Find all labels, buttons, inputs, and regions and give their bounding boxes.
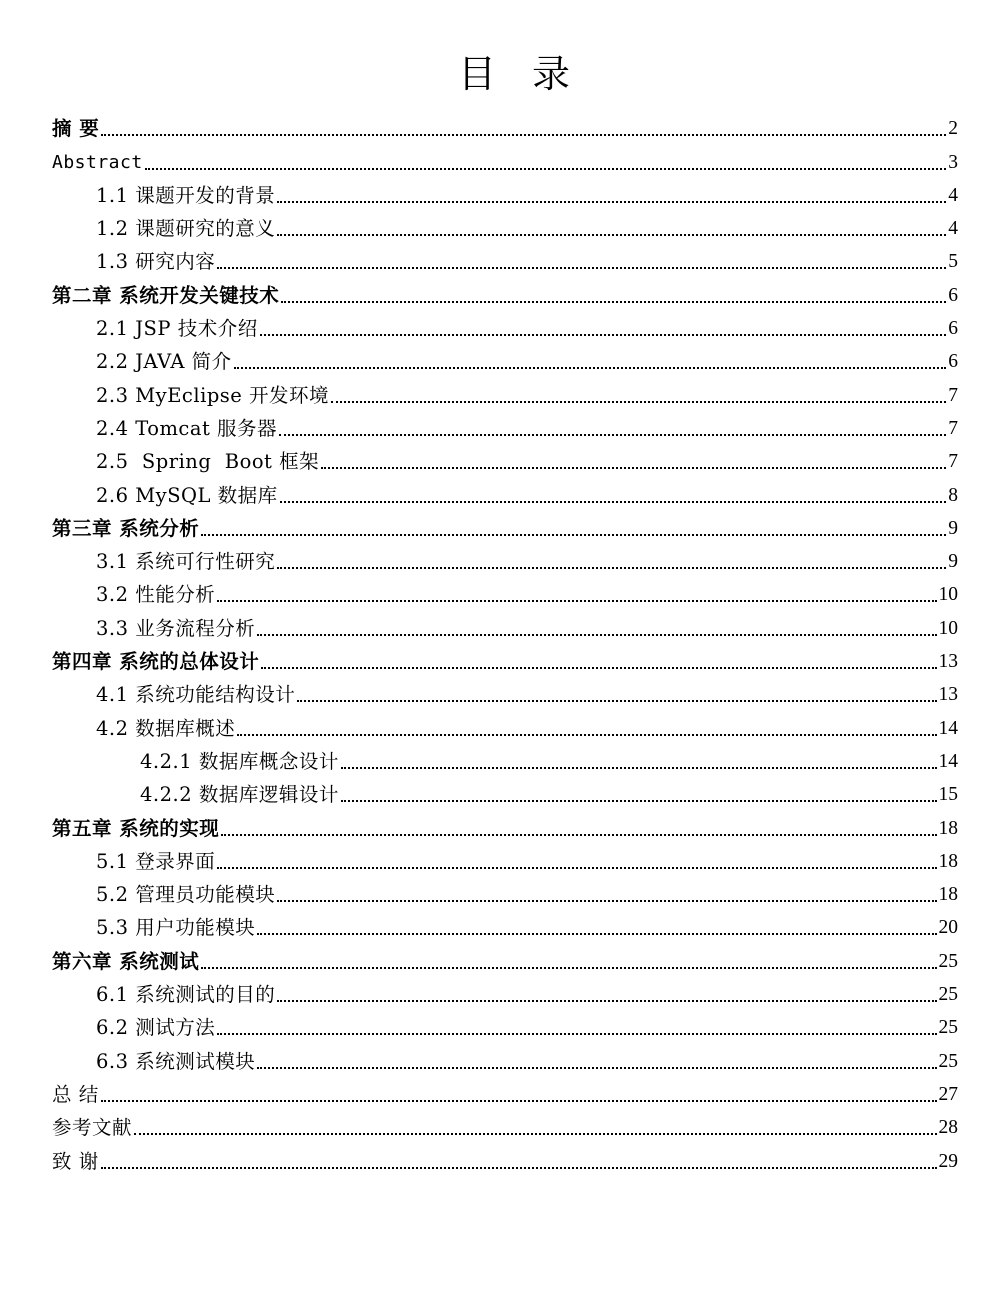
toc-entry-label: 第三章 系统分析 bbox=[52, 516, 200, 540]
toc-entry[interactable] bbox=[52, 940, 958, 973]
table-of-contents bbox=[52, 108, 958, 1174]
toc-entry[interactable] bbox=[52, 674, 958, 707]
toc-entry[interactable] bbox=[52, 741, 958, 774]
toc-entry[interactable] bbox=[52, 841, 958, 874]
toc-entry-label: 5.1 登录界面 bbox=[96, 849, 216, 873]
toc-entry-page-number: 28 bbox=[938, 1117, 958, 1139]
toc-entry-label: 第五章 系统的实现 bbox=[52, 816, 220, 840]
dot-leader bbox=[101, 1100, 937, 1102]
toc-entry[interactable] bbox=[52, 607, 958, 640]
toc-entry-label: 2.1 JSP 技术介绍 bbox=[96, 317, 258, 341]
toc-entry[interactable] bbox=[52, 175, 958, 208]
toc-entry-label: 2.4 Tomcat 服务器 bbox=[96, 416, 278, 440]
toc-entry-page-number: 8 bbox=[948, 484, 958, 506]
dot-leader bbox=[277, 234, 946, 236]
dot-leader bbox=[277, 567, 946, 569]
toc-entry-label: 致 谢 bbox=[52, 1149, 99, 1173]
toc-entry-page-number: 20 bbox=[938, 917, 958, 939]
toc-entry[interactable] bbox=[52, 774, 958, 807]
toc-entry[interactable] bbox=[52, 408, 958, 441]
toc-entry[interactable] bbox=[52, 907, 958, 940]
toc-entry-label: 2.2 JAVA 简介 bbox=[96, 350, 232, 374]
toc-entry-page-number: 13 bbox=[938, 651, 958, 673]
toc-entry-page-number: 6 bbox=[948, 284, 958, 306]
toc-entry-label: 4.2.1 数据库概念设计 bbox=[140, 749, 339, 773]
toc-entry[interactable] bbox=[52, 374, 958, 407]
toc-entry[interactable] bbox=[52, 108, 958, 141]
toc-entry-page-number: 4 bbox=[948, 184, 958, 206]
toc-entry[interactable] bbox=[52, 308, 958, 341]
toc-entry-page-number: 5 bbox=[948, 251, 958, 273]
toc-entry-page-number: 6 bbox=[948, 318, 958, 340]
toc-entry-label: 第二章 系统开发关键技术 bbox=[52, 283, 280, 307]
toc-entry-label: 4.2 数据库概述 bbox=[96, 716, 236, 740]
dot-leader bbox=[221, 834, 936, 836]
dot-leader bbox=[297, 700, 936, 702]
dot-leader bbox=[279, 434, 946, 436]
dot-leader bbox=[217, 267, 946, 269]
toc-entry-page-number: 13 bbox=[938, 684, 958, 706]
toc-entry[interactable] bbox=[52, 208, 958, 241]
toc-entry-page-number: 15 bbox=[938, 784, 958, 806]
toc-entry-label: 第四章 系统的总体设计 bbox=[52, 650, 260, 674]
dot-leader bbox=[201, 967, 936, 969]
dot-leader bbox=[261, 667, 936, 669]
toc-entry[interactable] bbox=[52, 341, 958, 374]
toc-entry[interactable] bbox=[52, 974, 958, 1007]
toc-entry[interactable] bbox=[52, 1074, 958, 1107]
toc-entry-label: 4.2.2 数据库逻辑设计 bbox=[140, 783, 339, 807]
toc-entry[interactable] bbox=[52, 707, 958, 740]
toc-entry-page-number: 3 bbox=[948, 151, 958, 173]
toc-entry-page-number: 25 bbox=[938, 1050, 958, 1072]
dot-leader bbox=[277, 201, 946, 203]
toc-entry-label: 1.3 研究内容 bbox=[96, 250, 216, 274]
toc-entry[interactable] bbox=[52, 641, 958, 674]
dot-leader bbox=[201, 534, 946, 536]
dot-leader bbox=[257, 933, 936, 935]
toc-entry-label: 2.5 Spring Boot 框架 bbox=[96, 450, 320, 474]
toc-entry-page-number: 6 bbox=[948, 351, 958, 373]
dot-leader bbox=[217, 600, 936, 602]
dot-leader bbox=[321, 467, 946, 469]
toc-entry-label: 6.2 测试方法 bbox=[96, 1016, 216, 1040]
dot-leader bbox=[277, 1000, 936, 1002]
toc-entry-page-number: 14 bbox=[938, 750, 958, 772]
toc-entry-label: 第六章 系统测试 bbox=[52, 949, 200, 973]
toc-entry-page-number: 9 bbox=[948, 517, 958, 539]
toc-entry-label: 参考文献 bbox=[52, 1116, 133, 1140]
toc-entry-label: 3.3 业务流程分析 bbox=[96, 616, 256, 640]
toc-entry-page-number: 14 bbox=[938, 717, 958, 739]
toc-entry-page-number: 10 bbox=[938, 584, 958, 606]
toc-entry-label: 1.1 课题开发的背景 bbox=[96, 183, 276, 207]
toc-entry-label: 5.2 管理员功能模块 bbox=[96, 883, 276, 907]
page-title: 目 录 bbox=[457, 52, 583, 96]
toc-entry[interactable] bbox=[52, 874, 958, 907]
toc-entry[interactable] bbox=[52, 441, 958, 474]
toc-entry-page-number: 18 bbox=[938, 850, 958, 872]
toc-entry[interactable] bbox=[52, 241, 958, 274]
dot-leader bbox=[101, 1167, 937, 1169]
toc-entry-label: 3.2 性能分析 bbox=[96, 583, 216, 607]
toc-entry-page-number: 29 bbox=[938, 1150, 958, 1172]
toc-entry-page-number: 27 bbox=[938, 1083, 958, 1105]
dot-leader bbox=[217, 1033, 936, 1035]
toc-entry-label: 摘 要 bbox=[52, 117, 100, 141]
toc-entry[interactable] bbox=[52, 274, 958, 307]
dot-leader bbox=[281, 301, 946, 303]
toc-entry[interactable] bbox=[52, 508, 958, 541]
toc-entry-label: 5.3 用户功能模块 bbox=[96, 916, 256, 940]
toc-entry-label: 6.1 系统测试的目的 bbox=[96, 983, 276, 1007]
dot-leader bbox=[341, 800, 937, 802]
toc-entry[interactable] bbox=[52, 574, 958, 607]
toc-entry-page-number: 25 bbox=[938, 950, 958, 972]
toc-entry[interactable] bbox=[52, 1007, 958, 1040]
dot-leader bbox=[341, 767, 937, 769]
toc-entry[interactable] bbox=[52, 1040, 958, 1073]
toc-entry-page-number: 18 bbox=[938, 884, 958, 906]
dot-leader bbox=[101, 134, 946, 136]
dot-leader bbox=[280, 501, 947, 503]
toc-entry-page-number: 7 bbox=[948, 417, 958, 439]
toc-entry-label: 1.2 课题研究的意义 bbox=[96, 217, 276, 241]
dot-leader bbox=[257, 1067, 936, 1069]
toc-entry-page-number: 18 bbox=[938, 817, 958, 839]
toc-entry-page-number: 10 bbox=[938, 617, 958, 639]
dot-leader bbox=[257, 634, 936, 636]
toc-entry-page-number: 25 bbox=[938, 984, 958, 1006]
dot-leader bbox=[277, 900, 936, 902]
toc-entry[interactable] bbox=[52, 474, 958, 507]
toc-entry-label: 2.3 MyEclipse 开发环境 bbox=[96, 383, 330, 407]
dot-leader bbox=[331, 401, 946, 403]
dot-leader bbox=[217, 867, 936, 869]
dot-leader bbox=[234, 367, 947, 369]
toc-entry[interactable] bbox=[52, 1107, 958, 1140]
toc-entry-label: 6.3 系统测试模块 bbox=[96, 1049, 256, 1073]
dot-leader bbox=[145, 168, 947, 170]
toc-entry-page-number: 9 bbox=[948, 551, 958, 573]
toc-entry-label: 2.6 MySQL 数据库 bbox=[96, 483, 278, 507]
toc-entry[interactable] bbox=[52, 141, 958, 174]
toc-entry-label: Abstract bbox=[52, 151, 143, 173]
toc-entry-page-number: 7 bbox=[948, 451, 958, 473]
dot-leader bbox=[237, 734, 936, 736]
toc-entry-page-number: 4 bbox=[948, 218, 958, 240]
toc-entry-page-number: 25 bbox=[938, 1017, 958, 1039]
toc-entry-page-number: 2 bbox=[948, 118, 958, 140]
dot-leader bbox=[260, 334, 947, 336]
toc-entry-label: 4.1 系统功能结构设计 bbox=[96, 683, 296, 707]
toc-entry-label: 总 结 bbox=[52, 1082, 99, 1106]
dot-leader bbox=[134, 1133, 936, 1135]
toc-entry-page-number: 7 bbox=[948, 384, 958, 406]
toc-entry[interactable] bbox=[52, 541, 958, 574]
toc-entry-label: 3.1 系统可行性研究 bbox=[96, 550, 276, 574]
toc-entry[interactable] bbox=[52, 807, 958, 840]
toc-entry[interactable] bbox=[52, 1140, 958, 1173]
